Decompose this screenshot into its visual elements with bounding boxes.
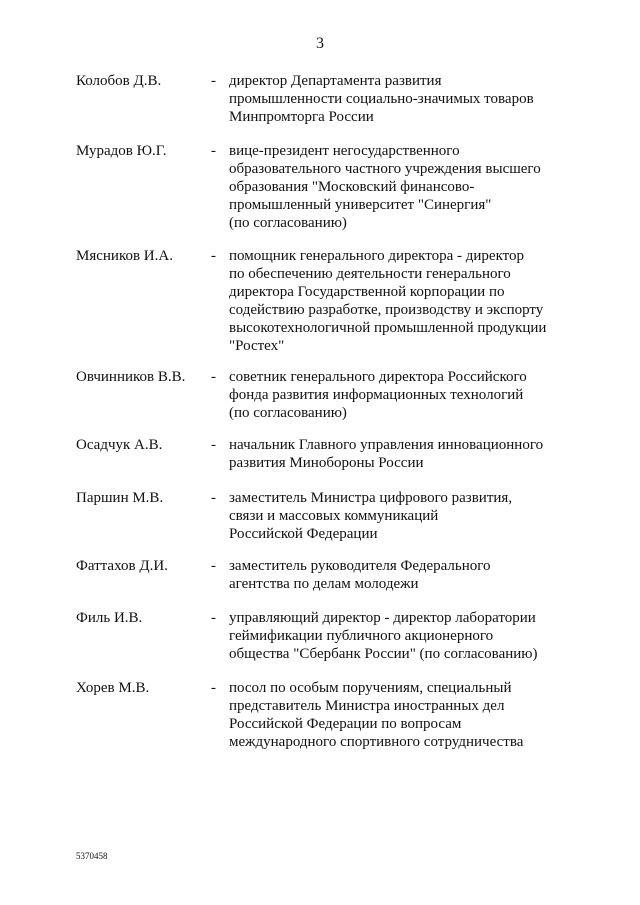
role-line: управляющий директор - директор лаборатории: [229, 610, 536, 626]
member-name: Хорев М.В.: [76, 680, 150, 696]
page-number: 3: [316, 35, 324, 52]
member-role: [229, 247, 629, 355]
member-role: [229, 436, 629, 472]
member-name: Паршин М.В.: [76, 490, 164, 506]
member-name: Филь И.В.: [76, 610, 143, 626]
role-line: директор Департамента развития: [229, 73, 442, 89]
dash-separator: -: [211, 437, 216, 453]
dash-separator: -: [211, 369, 216, 385]
dash-separator: -: [211, 73, 216, 89]
role-line: представитель Министра иностранных дел: [229, 698, 505, 714]
dash-separator: -: [211, 248, 216, 264]
role-line: заместитель Министра цифрового развития,: [229, 490, 513, 506]
role-line: промышленный университет "Синергия": [229, 197, 492, 213]
role-line: фонда развития информационных технологий: [229, 387, 524, 403]
role-line: агентства по делам молодежи: [229, 576, 419, 592]
role-line: содействию разработке, производству и экспорту: [229, 302, 544, 318]
member-role: [229, 142, 629, 232]
role-line: посол по особым поручениям, специальный: [229, 680, 512, 696]
member-name: Мясников И.А.: [76, 248, 173, 264]
role-line: связи и массовых коммуникаций: [229, 508, 439, 524]
member-role: [229, 557, 629, 593]
member-name: Колобов Д.В.: [76, 73, 162, 89]
role-line: директора Государственной корпорации по: [229, 284, 505, 300]
role-line: образования "Московский финансово-: [229, 179, 475, 195]
role-line: (по согласованию): [229, 215, 347, 231]
member-role: [229, 489, 629, 543]
member-role: [229, 679, 629, 751]
member-name: Осадчук А.В.: [76, 437, 163, 453]
role-line: (по согласованию): [229, 405, 347, 421]
role-line: развития Минобороны России: [229, 455, 424, 471]
dash-separator: -: [211, 610, 216, 626]
document-code: 5370458: [76, 851, 108, 861]
dash-separator: -: [211, 143, 216, 159]
role-line: Российской Федерации по вопросам: [229, 716, 462, 732]
role-line: начальник Главного управления инновационного: [229, 437, 544, 453]
dash-separator: -: [211, 680, 216, 696]
member-role: [229, 368, 629, 422]
member-role: [229, 72, 629, 126]
role-line: вице-президент негосударственного: [229, 143, 460, 159]
member-name: Фаттахов Д.И.: [76, 558, 168, 574]
role-line: высокотехнологичной промышленной продукции: [229, 320, 547, 336]
role-line: Минпромторга России: [229, 109, 374, 125]
member-name: Мурадов Ю.Г.: [76, 143, 167, 159]
dash-separator: -: [211, 558, 216, 574]
dash-separator: -: [211, 490, 216, 506]
role-line: Российской Федерации: [229, 526, 378, 542]
role-line: заместитель руководителя Федерального: [229, 558, 491, 574]
role-line: помощник генерального директора - директор: [229, 248, 525, 264]
role-line: геймификации публичного акционерного: [229, 628, 494, 644]
role-line: образовательного частного учреждения высшего: [229, 161, 541, 177]
member-role: [229, 609, 629, 663]
role-line: международного спортивного сотрудничества: [229, 734, 524, 750]
role-line: общества "Сбербанк России" (по согласованию): [229, 646, 538, 662]
role-line: "Ростех": [229, 338, 285, 354]
member-name: Овчинников В.В.: [76, 369, 186, 385]
role-line: по обеспечению деятельности генерального: [229, 266, 511, 282]
role-line: промышленности социально-значимых товаров: [229, 91, 534, 107]
role-line: советник генерального директора Российского: [229, 369, 527, 385]
